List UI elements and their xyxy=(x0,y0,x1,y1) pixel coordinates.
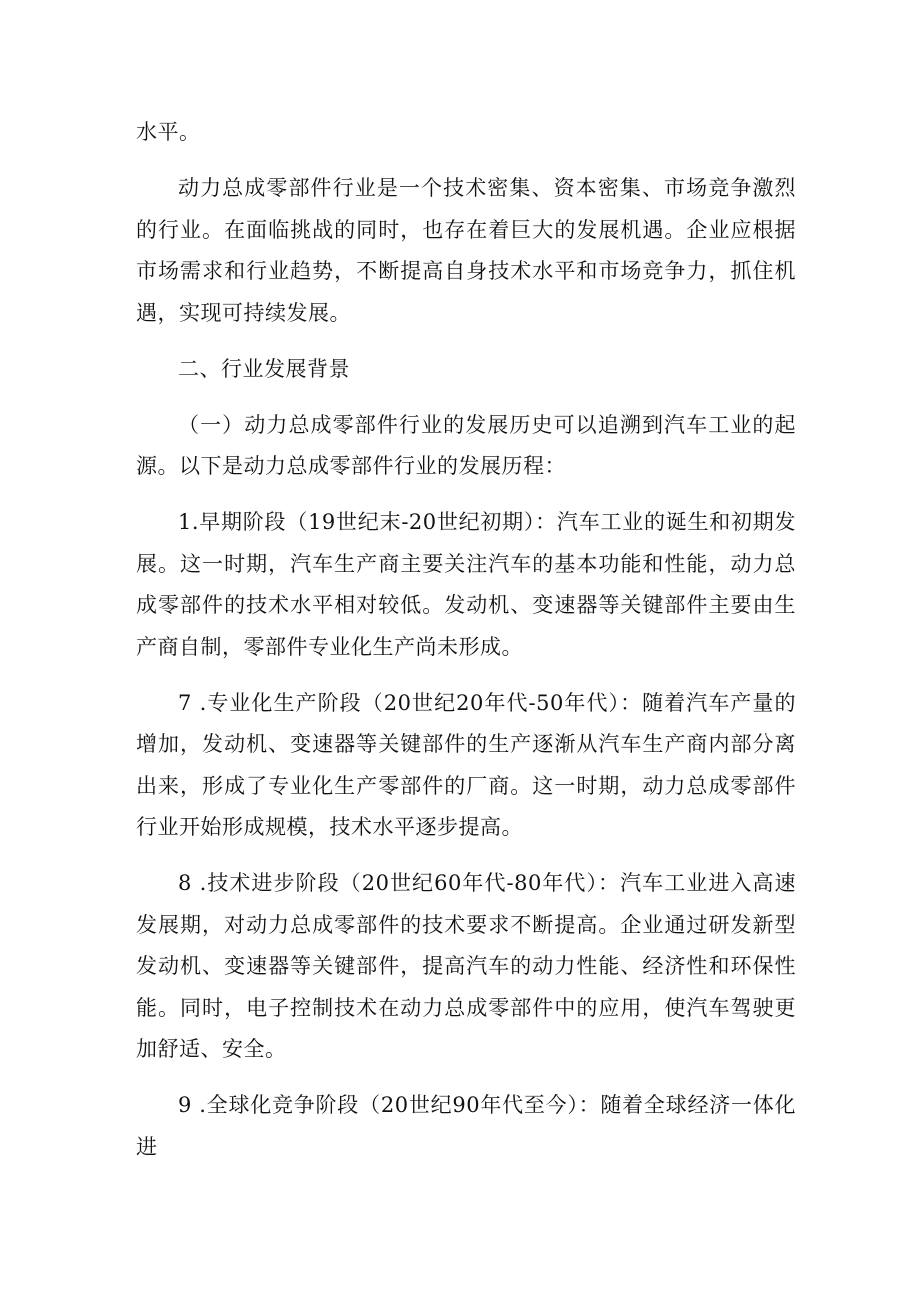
list-item-globalization-stage: 9 .全球化竞争阶段（20世纪90年代至今）：随着全球经济一体化进 xyxy=(136,1093,796,1159)
list-item-early-stage: 1.早期阶段（19世纪末-20世纪初期）：汽车工业的诞生和初期发展。这一时期，汽车生产商主要关注汽车的基本功能和性能，动力总成零部件的技术水平相对较低。发动机、变速器等关键部件主要由生产商自制，零部件专业化生产尚未形成。 xyxy=(136,510,796,659)
section-heading: 二、行业发展背景 xyxy=(178,356,350,381)
paragraph-continuation: 水平。 xyxy=(136,120,201,144)
paragraph-industry-summary: 动力总成零部件行业是一个技术密集、资本密集、市场竞争激烈的行业。在面临挑战的同时，也存在着巨大的发展机遇。企业应根据市场需求和行业趋势，不断提高自身技术水平和市场竞争力，抓住机遇，实现可持续发展。 xyxy=(136,176,796,325)
paragraph-history-intro: （一）动力总成零部件行业的发展历史可以追溯到汽车工业的起源。以下是动力总成零部件行业的发展历程： xyxy=(136,412,796,478)
document-body xyxy=(136,112,796,1183)
list-item-specialization-stage: 7 .专业化生产阶段（20世纪20年代-50年代）：随着汽车产量的增加，发动机、变速器等关键部件的生产逐渐从汽车生产商内部分离出来，形成了专业化生产零部件的厂商。这一时期，动力总成零部件行业开始形成规模，技术水平逐步提高。 xyxy=(136,690,796,839)
list-item-technology-stage: 8 .技术进步阶段（20世纪60年代-80年代）：汽车工业进入高速发展期，对动力总成零部件的技术要求不断提高。企业通过研发新型发动机、变速器等关键部件，提高汽车的动力性能、经济性和环保性能。同时，电子控制技术在动力总成零部件中的应用，使汽车驾驶更加舒适、安全。 xyxy=(136,871,796,1061)
